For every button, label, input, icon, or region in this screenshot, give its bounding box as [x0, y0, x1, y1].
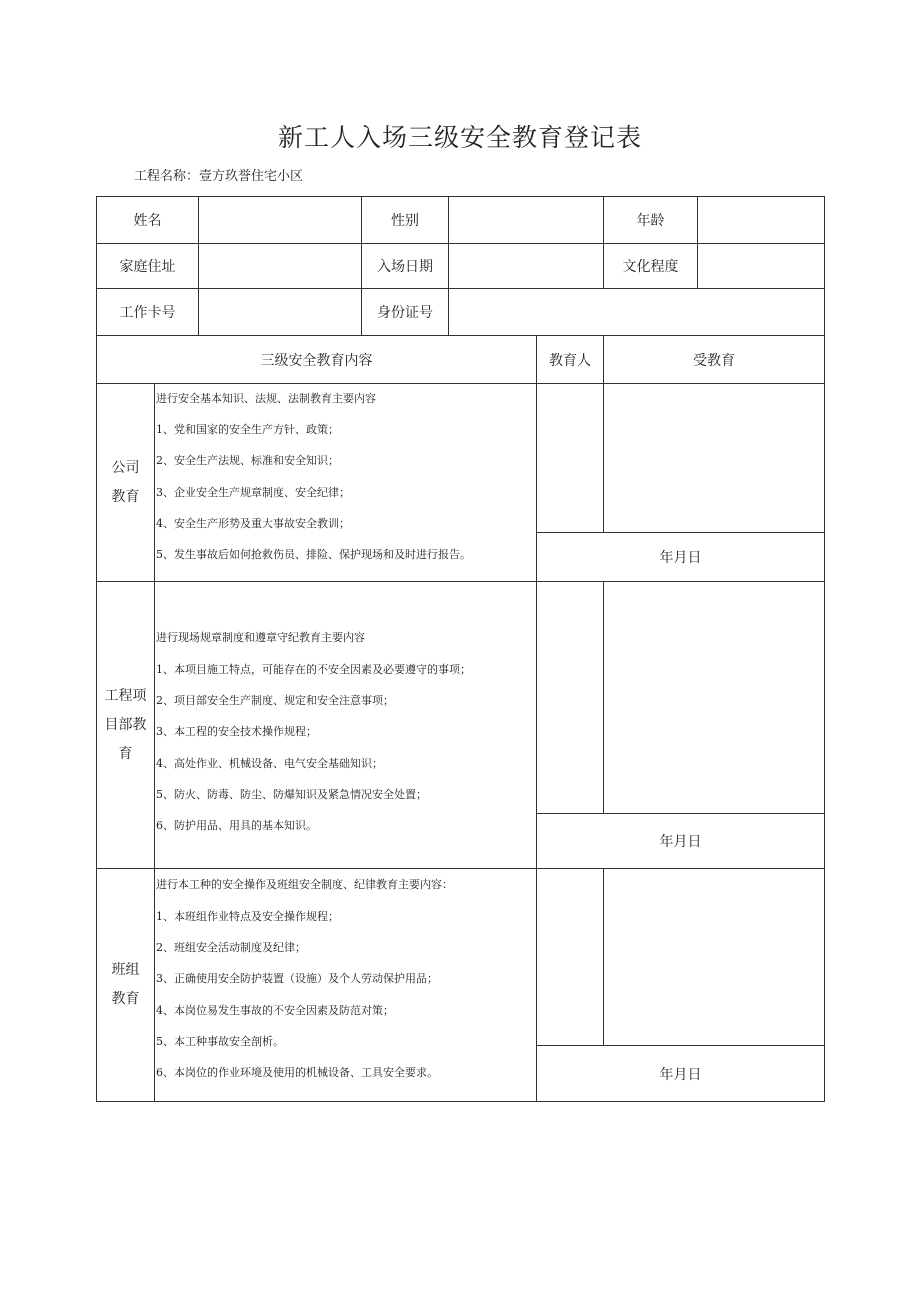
table-row	[97, 582, 825, 814]
name-label: 姓名	[97, 197, 199, 244]
list-item: 1、本班组作业特点及安全操作规程；	[156, 909, 339, 923]
list-item: 6、防护用品、用具的基本知识。	[156, 819, 317, 833]
section-content-company	[155, 384, 537, 582]
section-label-line: 公司	[111, 459, 140, 476]
section-intro: 进行现场规章制度和遵章守纪教育主要内容	[156, 631, 365, 645]
date-project[interactable]: 年月日	[537, 814, 825, 869]
educator-signature-team[interactable]	[537, 869, 604, 1046]
educator-signature-company[interactable]	[537, 384, 604, 533]
entry-date-label: 入场日期	[362, 244, 449, 289]
list-item: 3、本工程的安全技术操作规程；	[156, 725, 317, 739]
project-name: 工程名称：壹方玖誉住宅小区	[134, 169, 304, 184]
address-field[interactable]	[199, 244, 362, 289]
section-content-project	[155, 582, 537, 869]
gender-field[interactable]	[449, 197, 604, 244]
educatee-header: 受教育	[604, 336, 825, 384]
educator-signature-project[interactable]	[537, 582, 604, 814]
work-card-field[interactable]	[199, 289, 362, 336]
list-item: 5、本工种事故安全剖析。	[156, 1034, 284, 1048]
education-level-label: 文化程度	[604, 244, 698, 289]
gender-label: 性别	[362, 197, 449, 244]
id-number-label: 身份证号	[362, 289, 449, 336]
content-header: 三级安全教育内容	[97, 336, 537, 384]
list-item: 5、发生事故后如何抢救伤员、排险、保护现场和及时进行报告。	[156, 548, 471, 562]
list-item: 1、党和国家的安全生产方针、政策；	[156, 422, 339, 436]
section-content-team	[155, 869, 537, 1102]
section-label-line: 班组	[111, 962, 140, 978]
educatee-signature-project[interactable]	[604, 582, 825, 814]
section-label-team	[97, 869, 155, 1102]
section-label-project	[97, 582, 155, 869]
section-label-line: 目部教	[104, 716, 147, 733]
id-number-field[interactable]	[449, 289, 825, 336]
form-title: 新工人入场三级安全教育登记表	[277, 123, 642, 152]
list-item: 5、防火、防毒、防尘、防爆知识及紧急情况安全处置；	[156, 787, 427, 801]
list-item: 3、正确使用安全防护装置（设施）及个人劳动保护用品；	[156, 972, 438, 986]
table-row	[97, 384, 825, 533]
list-item: 1、本项目施工特点，可能存在的不安全因素及必要遵守的事项；	[156, 662, 471, 676]
section-label-line: 工程项	[104, 687, 147, 704]
list-item: 4、本岗位易发生事故的不安全因素及防范对策；	[156, 1003, 394, 1017]
educatee-signature-team[interactable]	[604, 869, 825, 1046]
age-label: 年龄	[604, 197, 698, 244]
list-item: 4、高处作业、机械设备、电气安全基础知识；	[156, 756, 383, 770]
section-intro: 进行本工种的安全操作及班组安全制度、纪律教育主要内容：	[156, 878, 453, 892]
entry-date-field[interactable]	[449, 244, 604, 289]
address-label: 家庭住址	[97, 244, 199, 289]
list-item: 6、本岗位的作业环境及使用的机械设备、工具安全要求。	[156, 1066, 438, 1080]
section-label-line: 育	[118, 745, 133, 762]
age-field[interactable]	[698, 197, 825, 244]
table-row	[97, 289, 825, 336]
education-level-field[interactable]	[698, 244, 825, 289]
section-intro: 进行安全基本知识、法规、法制教育主要内容	[156, 391, 376, 405]
list-item: 2、班组安全活动制度及纪律；	[156, 941, 306, 955]
table-row	[97, 869, 825, 1046]
work-card-label: 工作卡号	[97, 289, 199, 336]
table-row	[97, 197, 825, 244]
table-row	[97, 244, 825, 289]
list-item: 3、企业安全生产规章制度、安全纪律；	[156, 485, 350, 499]
registration-table	[96, 196, 825, 1102]
section-label-line: 教育	[111, 991, 140, 1007]
educatee-signature-company[interactable]	[604, 384, 825, 533]
date-team[interactable]: 年月日	[537, 1046, 825, 1102]
section-label-company	[97, 384, 155, 582]
date-company[interactable]: 年月日	[537, 533, 825, 582]
section-label-line: 教育	[111, 488, 140, 505]
name-field[interactable]	[199, 197, 362, 244]
list-item: 4、安全生产形势及重大事故安全教训；	[156, 516, 350, 530]
list-item: 2、安全生产法规、标准和安全知识；	[156, 454, 339, 468]
list-item: 2、项目部安全生产制度、规定和安全注意事项；	[156, 694, 394, 708]
educator-header: 教育人	[537, 336, 604, 384]
table-row	[97, 336, 825, 384]
